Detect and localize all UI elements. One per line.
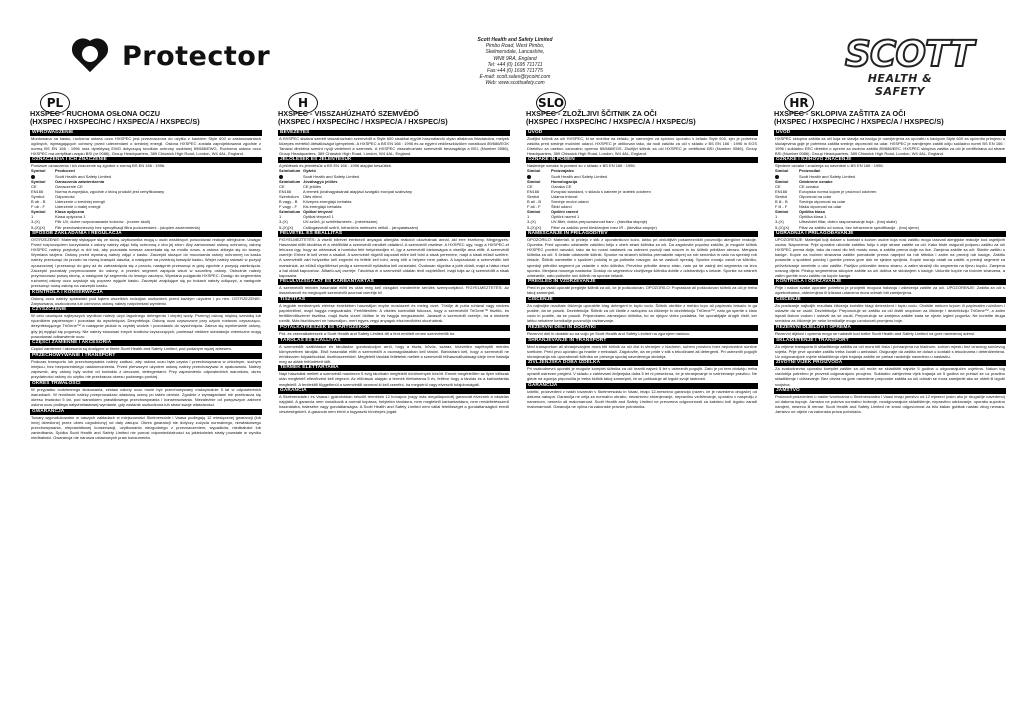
section-heading: CZĘŚCI ZAMIENNE I AKCESORIA <box>30 340 262 346</box>
section-text: UPOZORENJE: Materijali koji dolaze u kontakt s kožom osobe koja nosi zaštitu mogu izazvati alergijske reakcije kod osjetljivih osoba. Napomena: Prije uporabe uklonite zaštitnu foliju s obje strane zaštite za oči. Kako biste osigurali potpunu zaštitu za oči HXSPEC prema dolje, tako da nosni dio leži mostu nosa, a zaštita prema dolje na lice. Zamjena zaštite za oči: Skinite zaštitu s kacige. Kopče na bočnim stranama zaštite pomaknite prema naprijed na rub štitnika i zatim na prednji rub kacige. Zaštitu postavite u spušteni položaj i gurnite prema gore dok ne sjedne sprijeda. Kopče moraju ostati na zaštiti, a prednji segment za pričvršćivanje umetnite u utor zaštite. Pažljivo pričvrstite desnu stranu, a zatim stražnji dio segmenta na lijevu kopču. Zamjena nosnog dijela: Pristup segmentima sklopive zaštite za oči dobiva se skidanjem s kacige. Uklonite kopče na bočnim stranama, a zatim gurnite novu zaštitu na kopče kacige. <box>775 237 1005 278</box>
section-text: Pót- és cserealkatrészek a Scott Health and Safety Limited-től a fent említett címen szerezhetők be. <box>279 330 456 336</box>
section <box>526 130 758 156</box>
markings-row: 3-(X) Ultraviolet filtar, dobro raspoznavanje boja - (broj skale) <box>775 219 897 225</box>
section <box>30 290 262 306</box>
column-title <box>278 110 510 126</box>
markings-row: Szimbólum Optikai tényező <box>279 209 333 215</box>
section-text: Części zamienne i akcesoria są dostępne w firmie Scott Health and Safety Limited, pod podanym wyżej adresem. <box>31 346 232 352</box>
section-text: FIGYELMEZTETÉS: A viselő bőrével érintkező anyagok allergiás reakciót okozhatnak annál, aki erre érzékeny. Megjegyzés: Használat előtt távolítsa el a védőfóliát a szemvédő mindkét oldaláról. A szemvédő viselése: A HXSPEC úgy, hogy a HXSPEC-et lehúzza úgy, hogy az ortámával a homloka felé helyezkedjen el, így a szemvédő biztonságos a viselője arca előtt. A szemvédő cseréje: Ehhez le kell venni a sisakot. A szemvédő rögzítő kapcsait előre kell tolni a sisak peremére, majd a sisak elülső szélére. A szemvédőt zárt helyzetbe kell engedni és felfelé kell tolni, amíg elől a helyére nem pattan. A kapcsoknak a szemvédőn kell maradniuk, az elülső rögzítőrészt pedig a szemvédő nyílásába kell csúsztatni. Óvatosan rögzítse a jobb oldalt, majd a hátsó részt a bal oldali kapocshoz. Álltartó-szíj cseréje: Távolítsa el a szemvédő oldalán lévő csíptetőket, majd tolja az új szemvédőt a sisak kapcsaira. <box>279 237 509 278</box>
markings-row: Symbol Producent <box>31 168 75 174</box>
section-heading: JELÖLÉSEK ÉS JELENTÉSÜK <box>278 157 510 163</box>
section <box>278 297 510 323</box>
section <box>526 297 758 323</box>
section <box>774 157 1006 229</box>
section-text: A HXSPEC sisakra szerelt visszahúzható szemvédő a Style 600 sisakkal együtt használandó olyan általános feladatokra, melyek közepes mértékű ütésállóságot igényelnek. A HXSPEC a BS EN 166 : 1996 és az egyéni védőeszközökre vonatkozó 89/686/EGK Tanácsi direktíva szerint nyújt védelmet a szemnek. A HXSPEC visszahúzható szemvédő bevizsgálója a BSI, (Number 0086), Group Headquarters, 389 Chiswick High Road, London, W4 4AL, England. <box>279 135 509 156</box>
section-text: Izdelki, proizvedeni v naših tovarnah v Skelmersdalu in Vaasi, imajo 12-mesečno garancijo (razen, če je navedeno drugače) od datuma nakupa. Garancija ne velja za normalno obrabo, neustrezno shranjevanje, nepravilno vzdrževanje, uporabo v nasprotju z namenom, nesrečo ali malomarnost. Scott Health and Safety Limited ne prevzema odgovornosti za kakršno koli izgubo zaradi malomarnosti. Garancija ne vpliva na zakonske pravice potrošnika. <box>527 389 757 410</box>
section <box>30 340 262 351</box>
section-text: Pri vsakodnevni uporabi je mogoče komplet ščitnika za oči hraniti največ 5 let v ustreznih pogojih. Zato je po tem obdobju treba opraviti ustrezen pregled. V skladu z zahtevami življenjska doba 5 let ni presežena, če je shranjevanje in vzdrževanje pravilno. Ne glede na zgornja priporočila je treba ščitnik takoj zamenjati, če se poškoduje ali izgubi svoje lastnosti. <box>527 366 757 382</box>
markings-row: F ali - F Šibki udarci <box>527 204 572 210</box>
markings-row: Simbol Otpornost na udar <box>775 193 832 199</box>
markings-row: Szimbólum Jóváhagyó jelölés <box>279 178 338 184</box>
title-line: (HXSPEC / HXSPEC/HC / HXSPEC/A / HXSPEC/S) <box>30 117 200 126</box>
title-line: (HXSPEC / HXSPEC/HC / HXSPEC/A / HXSPEC/S) <box>278 117 448 126</box>
section <box>278 365 510 386</box>
section-heading: WPROWADZENIE <box>30 130 262 136</box>
section-heading: UVOD <box>526 130 758 136</box>
markings-row: Symbol Oznaczenia zatwierdzenia <box>31 178 105 184</box>
section-text: Prije i nakon svake uporabe potrebno je provjeriti moguća habanja i oštećenja zaštite za oči. UPOZORENJE: Zaštita za oči s ogrebotinama, oštećenjima ili izlizana udarcima mora odmah biti zamijenjena. <box>775 285 1005 296</box>
section <box>278 388 510 414</box>
section-heading: OZNAKE IN POMEN <box>526 157 758 163</box>
section <box>526 338 758 359</box>
section <box>526 383 758 409</box>
markings-row: EN166 Europska norma kojom je proizvod odobren <box>775 188 877 194</box>
scott-wordmark: SCOTT <box>845 34 973 75</box>
address-line: Skelmersdale, Lancashire, <box>485 49 545 56</box>
section-heading: UGRADNJA I PRILAGOĐAVANJE <box>774 231 1006 237</box>
column-h <box>278 92 510 707</box>
protector-logo <box>68 38 270 74</box>
markings-row: B ali - B Srednje močni udarci <box>527 199 589 205</box>
section-text: A szemvédőt minden használat előtt és után meg kell vizsgálni mindenféle sérülés szempontjából. FIGYELMEZTETÉS: Az összekarcolt és megkopott szemvédőt azonnal cserélje ki! <box>279 285 509 296</box>
markings-row: 3-(X) UV-szűrő, jó színfelismerés - (méretszám) <box>279 219 378 225</box>
section <box>526 279 758 295</box>
markings-row: 3-(X) UV-filter, dobra prepoznavnost barv - (številka stopnje) <box>527 219 648 225</box>
address-line: Pimbo Road, West Pimbo, <box>485 43 545 50</box>
markings-row: F vagy - F Kis energiájú behatás <box>279 204 342 210</box>
markings-row: Scott Health and Safety Limited <box>527 174 757 179</box>
markings-row: F ili - F Niska otpornost na udar <box>775 204 842 210</box>
markings-row: Simbol Proizvođač <box>775 168 821 174</box>
markings-row: B vagy - B Közepes energiájú behatás <box>279 199 352 205</box>
section-heading: UVOD <box>774 130 1006 136</box>
section <box>278 338 510 364</box>
markings-row: CE Oznaczenie CE <box>31 183 83 189</box>
section-text: Montowana na kasku, ruchoma osłona oczu HXSPEC jest przeznaczona do użytku z kaskiem Style 600 w zastosowaniach ogólnych, wymagających ochrony przed uderzeniami o średniej energii. Osłona HXSPEC została zaprojektowana zgodnie z normą BS EN 166 : 1996 oraz dyrektywą EWG dotyczącą środków ochrony osobistej 89/686/EWG. Ruchoma osłona oczu HXSPEC ma certyfikat urzędu BSI (nr 0086), Group Headquarters, 389 Chiswick High Road, London, W4 4AL, England. <box>31 135 261 156</box>
section-heading: CZYSZCZENIE <box>30 307 262 313</box>
section-text: Rezervni dijelovi i oprema mogu se nabaviti kod tvrtke Scott Health and Safety Limited na gore navedenoj adresi. <box>775 330 976 336</box>
section-text: Za svakodnevnu uporabu komplet zaštite za oči može se skladištiti najviše 5 godina u odgovarajućim uvjetima. Nakon tog razdoblja potrebno je provesti odgovarajuću procjenu. Sukladno zahtjevima vijek trajanja od 5 godina ne prelazi se uz pravilno skladištenje i održavanje. Bez obzira na gore navedene preporuke zaštita za oči odmah se mora zamijeniti ako se ošteti ili izgubi svojstva. <box>775 366 1005 387</box>
section-text: Towary wyprodukowane w naszych zakładach w miejscowości Skelmersdale i Vaasa podlegają 12 miesięcznej gwarancji (lub innej określonej przez okres uzgodniony) od daty zakupu. Okres gwarancji nie dotyczy zużycia normalnego, niewłaściwego przechowywania, nieprawidłowej konserwacji, użytkowania niezgodnego z przeznaczeniem, wypadków, niedbałości lub zaniedbania. Spółka Scott Health and Safety Limited nie ponosi odpowiedzialności za jakiekolwiek straty powstałe w wyniku niedbałości. Gwarancja nie narusza ustawowych praw konsumenta. <box>31 414 261 440</box>
section-text: Rezervni deli in dodatki so na voljo pri Scott Health and Safety Limited na zgornjem naslovu. <box>527 330 691 336</box>
title-line: HXSPEC - SKLOPIVA ZAŠTITA ZA OČI <box>774 109 906 118</box>
markings-table <box>526 168 758 229</box>
markings-row: Simbol Homologacija <box>527 178 578 184</box>
language-badge: SLO <box>536 92 566 114</box>
protector-brand: Protector <box>122 40 271 72</box>
markings-row: 5-(X)(X) Filter za zaščito pred bleščanjem brez IR - (številka stopnje) <box>527 224 657 230</box>
section <box>278 325 510 336</box>
markings-row: 1 Optička klasa 1 <box>775 214 827 220</box>
section-text: A szemvédőt szállításkor és tároláskor gondoskodjon arról, hogy a tiszta, hűvös, száraz, közvetlen napfénytől mentes környezetben tárolják. Első használat előtt a szemvédőt a csomagolásában kell tárolni. Biztosítani kell, hogy a szemvédő ne érintkezzen folyadékokkal, tisztítószerekkel. Megfelelő tárolási feltételek mellett a szemvédő felhasználhatósági ideje nem haladja meg az alább feltüntetett időt. <box>279 343 509 364</box>
markings-row: F ub - F Uderzenie o małej energii <box>31 204 101 210</box>
section-text: OPOZORILO: Materiali, ki pridejo v stik z uporabnikovo kožo, lahko pri občutljivih posameznikih povzročijo alergične reakcije. Opomba: Pred uporabo odstranite zaščitno folijo z obeh strani ščitnika za oči. Da zagotovite popolno zaščito, je mogoče ščitnik HXSPEC povleči navzdol, tako da bo nosni nastavek na ustrezni poziciji nad nosom in bo ščitnik približan obrazu. Menjava ščitnika za oči: S čelade odstranite ščitnik. Sponke na straneh ščitnika premaknite naprej na rob senčnika in nato na sprednji rob čelade. Ščitnik namestite v spuščen položaj in ga potisnite navzgor, da se zaskoči spredaj. Sponke morajo ostati na ščitniku, sprednji pritrdilni segment pa vstavite v režo ščitnika. Previdno pritrdite desno stran, nato pa še zadnji del segmenta na levo sponko. Menjava nosnega nastavka: Dostop do segmentov zložljivega ščitnika dobite z odstranitvijo s čelade. Sponke na straneh odstranite, nato potisnite nov ščitnik na sponke čelade. <box>527 237 757 278</box>
section <box>774 297 1006 323</box>
column-pl <box>30 92 262 707</box>
section-text: W przypadku codziennego stosowania, zestaw osłony oczu może być przechowywany maksymalnie 5 lat w odpowiednich warunkach. W rezultacie należy przeprowadzać właściwą ocenę po takim okresie. Zgodnie z wymaganiami nie przekracza się okresu trwałości 5 lat, pod warunkiem prawidłowego przechowywania i konserwowania. Niezależnie od powyższych zaleceń osłona oczu podlega natychmiastowej wymianie, gdy zostanie uszkodzona lub straci swoje właściwości. <box>31 386 261 407</box>
section-text: Podczas transportu lub przechowywania należy zadbać, aby osłona oczu była czysta i przechowywana w chłodnym, suchym miejscu, bez bezpośredniego nasłonecznienia. Przed pierwszym użyciem osłonę należy przechowywać w opakowaniu. Należy zapewnić, aby osłony były wolne od kontaktu z cieczami, detergentami. Przy zapewnieniu odpowiednich warunków, okres przydatności osłony do użytku nie przekracza okresu podanego poniżej. <box>31 358 261 380</box>
section <box>774 130 1006 156</box>
address-line: Tel: +44 (0) 1695 711711 <box>487 61 543 68</box>
section-text: Naslednje oznake in pomeni so v skladu z BS EN 166 : 1996. <box>527 163 636 169</box>
document-header <box>0 0 1024 98</box>
markings-row: EN166 Norma europejska, zgodnie z którą produkt jest certyfikowany <box>31 188 165 194</box>
section <box>30 130 262 156</box>
section <box>30 381 262 407</box>
language-columns <box>30 92 1005 707</box>
section-text: Proizvodi proizvedeni u našim tvornicama u Skelmersdaleu i Vaasi imaju jamstvo od 12 mjeseci (osim ako je drugačije navedeno) od datuma kupnje. Jamstvo ne pokriva normalno trošenje, neodgovarajuće skladištenje, nepravilno održavanje, uporabu suprotno namjeni, nesreću ili nemar. Scott Health and Safety Limited ne snosi odgovornost za bilo kakav gubitak nastao zbog nemara. Jamstvo ne utječe na zakonska prava potrošača. <box>775 394 1005 415</box>
scott-logo <box>845 34 973 98</box>
section-heading: JAMSTVO <box>774 388 1006 394</box>
section <box>774 279 1006 295</box>
section-text: Poniższe oznaczenia i ich znaczenie są zgodne z normą BS EN 166 : 1996. <box>31 163 166 169</box>
section-heading: ŽIVOTNI VIJEK PROIZVODA <box>774 360 1006 366</box>
section-text: Napi használat mellett a szemvédő maximum 5 évig tárolható megfelelő körülmények között. Ennek megfelelően az ilyen időszak után megfelelő ellenőrzést kell végezni. Az előírások alapján a termék élettartama 5 év, feltéve hogy a tárolás és a karbantartás megfelelő. A fentiektől függetlenül a szemvédőt azonnal ki kell cserélni, ha megsérül vagy elveszíti tulajdonságait. <box>279 371 509 387</box>
section-heading: NAMEŠČANJE IN PRILAGODITEV <box>526 231 758 237</box>
markings-row: Simbol Odobrene oznake <box>775 178 833 184</box>
section-text: Za postizanje najboljih rezultata čišćenja koristite blagi deterdžent i toplu vodu. Obrišite mekom krpom ili papirnatim ručnikom i ostavite da se osuši. Dezinfekcija: Preporučuje se zaštitu za oči čistiti otopinom za čišćenje i dezinfekciju TriGene™, a zatim isprati čistom vodom i ostaviti da se osuši. Preporučuje se zamjena zaštite kada se njezin izgled pogorša. Ne koristite druga sredstva za čišćenje jer neke kemikalije mogu uzrokovati promjenu boje. <box>775 303 1005 324</box>
section-heading: PREGLED IN VZDRŽEVANJE <box>526 279 758 285</box>
section-heading: ČIŠĆENJE <box>774 297 1006 303</box>
section-heading: OKRES TRWAŁOŚCI <box>30 381 262 387</box>
markings-row: 5-(X)(X) Filtar za zaštitu od sunca, bez infracrvene specifikacije - (broj sjene) <box>775 224 920 230</box>
section <box>30 231 262 288</box>
section-heading: SPOSÓB ZAKŁADANIA I REGULACJA <box>30 231 262 237</box>
section-heading: PÓTALKATRÉSZEK ÉS TARTOZÉKOK <box>278 325 510 331</box>
markings-row: Scott Health and Safety Limited <box>279 174 509 179</box>
address-line: E-mail: scott.sales@tycoint.com <box>479 74 551 81</box>
markings-row: CE CE oznaka <box>775 183 819 189</box>
address-line: Web: www.scottsafety.com <box>485 80 545 87</box>
section <box>30 157 262 229</box>
section <box>774 338 1006 359</box>
title-line: HXSPEC - VISSZAHÚZHATÓ SZEMVÉDŐ <box>278 109 419 118</box>
title-line: (HXSPEC / HXSPEC/HC / HXSPEC/A / HXSPEC/S) <box>526 117 696 126</box>
section-heading: OZNACZENIA I ICH ZNACZENIE <box>30 157 262 163</box>
section <box>526 231 758 278</box>
section-text: HXSPEC sklopiva zaštita za oči koja se stavlja na kacigu je namijenjena za uporabu s kacigom Style 600 za općenitu primjenu u slučajevima gdje je potrebna zaštita srednje otpornosti na udar. HXSPEC je namijenjen zaštiti očiju sukladno normi BS EN 166 : 1996 i sukladno EEC direktivi o opremi za osobnu zaštitu 89/686/EEC. HXSPEC sklopiva zaštita za oči je certificirana od strane BSI (Number 0086), Group Headquarters, 389 Chiswick High Road, London, W4 4AL, England. <box>775 135 1005 156</box>
section-heading: TERMÉK ÉLETTARTAMA <box>278 365 510 371</box>
section <box>526 325 758 336</box>
markings-row: Simbol Udarna trdnost <box>527 193 578 199</box>
section-heading: GARANCIJA <box>526 383 758 389</box>
section <box>774 231 1006 278</box>
section-text: A legjobb eredmények elérése érdekében használjon enyhe mosószert és meleg vizet. Törölje át puha ruhával vagy nedves papírtörlővel, majd hagyja megszáradni. Fertőtlenítés: A viselés kontrollált fokozza, hogy a szemvédőt TriGene™ tisztító- és fertőtlenítőszerrel tisztítsa, majd tiszta vízzel öblítse le és hagyja megszáradni. Javasolt a szemvédő cseréje, ha a kinézete romlik. Más tisztítószert ne használjon, mert egyes vegyi anyagok elszíneződést okozhatnak. <box>279 303 509 324</box>
section <box>278 231 510 278</box>
language-badge: H <box>288 92 318 114</box>
section-heading: GWARANCJA <box>30 409 262 415</box>
column-slo <box>526 92 758 707</box>
section-heading: SKLADIŠTENJE I TRANSPORT <box>774 338 1006 344</box>
section <box>774 325 1006 336</box>
section-text: Pred in po vsaki uporabi preglejte ščitnik za oči, če je poškodovan. OPOZORILO: Popraskan ali poškodovan ščitnik za oči je treba takoj zamenjati. <box>527 285 757 296</box>
company-address <box>440 37 590 87</box>
section-text: OSTRZEŻENIE: Materiały stykające się ze skórą użytkownika mogą u osób wrażliwych powodować reakcje alergiczne. Uwaga: Przed rozpoczęciem korzystania z osłony należy zdjąć folię ochronną z obu jej stron. Aby zamocować osłonę ochronną, osłonę HXSPEC należy przyłożyć w dół tak, aby pozostała nowsza zaczekała się na modłu nowa, a osłona zblizyła się do twarzy. Wymiana wizjera: Osłonę przed wymianą należy zdjąć z kasku. Zaczepki służące do mocowania osłony ochronnej na kasku należy przesunąć do przodu na równą krawędź daszka, a następnie na przednią krawędź kasku. Wizjer należy ustawić w pozycji opuszczonej i przesunąć do góry aż do zatrzaśnięcia się z przodu, następnie przesunąć w górę zgodnie z pozycją zamknięcia. Zaczepki pozostały przymocowane do osłony, a przedni segment zapięcia wsuń w szczelinę osłony. Ostrożnie należy przymocować prawą stronę, a następnie tył segmentu do lewego zaczepu. Wymiana podgardla HXSPEC: Dostęp do segmentów ruchomej osłony oczu uzyskuje się poprzez wyjęcie kasku. Zaczepki znajdujące się po bokach należy odłączyć, a następnie przesunąć nową osłonę na zaczepki kasku. <box>31 237 261 288</box>
markings-row: Simbol Optični razred <box>527 209 578 215</box>
address-line: Fax:+44 (0) 1695 711775 <box>487 68 543 75</box>
section-heading: OZNAKE I NJIHOVO ZNAČENJE <box>774 157 1006 163</box>
markings-row: 3-(X) Filtr UV, dobre rozpoznawanie kolorów - (numer skali) <box>31 219 150 225</box>
section-text: Med transportom ali shranjevanjem mora biti ščitnik za oči čist in shranjen v hladnem, suhem prostoru brez neposredne sončne svetlobe. Pred prvo uporabo ga hranite v embalaži. Zagotovite, da ne pride v stik s tekočinami ali detergenti. Pri ustreznih pogojih shranjevanja rok uporabnosti ščitnika ne presega spodaj navedenega obdobja. <box>527 343 757 359</box>
markings-row: Szimbólum Ütés elleni <box>279 193 322 199</box>
section <box>278 130 510 156</box>
markings-row: Symbol Odporność <box>31 193 75 199</box>
markings-row: 1 Optikai tényező 1 <box>279 214 334 220</box>
markings-row: Symbol Klasa optyczna <box>31 209 85 215</box>
section <box>30 307 262 338</box>
section <box>278 157 510 229</box>
markings-row: CE CE jelölés <box>279 183 322 189</box>
section-heading: GARANCIA <box>278 388 510 394</box>
section-heading: KONTROLA I KONSERWACJA <box>30 290 262 296</box>
section-text: Zložljivi ščitnik za oči HXSPEC, ki se montira na čelado, je namenjen za splošno uporabo s čelado Style 600, kjer je potrebna zaščita pred srednje močnimi udarci. HXSPEC je oblikovan tako, da nudi zaščito za oči v skladu z BS EN 166 : 1996 in EGS Direktivo za osebno varovalno opremo 89/686/EGS. Zložljivi ščitnik za oči HXSPEC je certificiral BSI (Number 0086), Group Headquarters, 389 Chiswick High Road, London, W4 4AL, England. <box>527 135 757 156</box>
section-heading: BEVEZETÉS <box>278 130 510 136</box>
markings-row: 1 Optični razred 1 <box>527 214 580 220</box>
section-heading: KONTROLA I ODRŽAVANJE <box>774 279 1006 285</box>
markings-row: Scott Health and Safety Limited <box>775 174 1005 179</box>
section-text: A Skelmersdale-i és Vaasa-i gyárainkban készült termékek 12 hónapos (vagy más megállapodott) garanciát élveznek a vásárlás napjától. A garancia nem vonatkozik a normál kopásra, helytelen tárolásra, nem megfelelő karbantartásra, nem rendeltetésszerű használatra, balesetre vagy gondatlanságra. A Scott Health and Safety Limited nem vállal felelősséget a gondatlanságból eredő veszteségekért. A garancia nem érinti a fogyasztó törvényes jogait. <box>279 394 509 415</box>
section-heading: REZERVNI DELI IN DODATKI <box>526 325 758 331</box>
column-hr <box>774 92 1006 707</box>
column-title <box>526 110 758 126</box>
markings-table <box>278 168 510 229</box>
language-badge: HR <box>784 92 814 114</box>
section <box>526 360 758 381</box>
title-line: (HXSPEC / HXSPEC/HC / HXSPEC/A / HXSPEC/S) <box>774 117 944 126</box>
section <box>30 353 262 379</box>
markings-row: B ili - B Srednja otpornost na udar <box>775 199 846 205</box>
markings-table <box>774 168 1006 229</box>
section-heading: REZERVNI DIJELOVI I OPREMA <box>774 325 1006 331</box>
section-heading: SHRANJEVANJE IN TRANSPORT <box>526 338 758 344</box>
markings-row: CE Oznaka CE <box>527 183 572 189</box>
section-heading: FELVÉTEL ÉS BEÁLLÍTÁS <box>278 231 510 237</box>
markings-row: Scott Health and Safety Limited <box>31 174 261 179</box>
markings-row: 1 Klasa optyczna 1 <box>31 214 86 220</box>
markings-row: Simbol Proizvajalec <box>527 168 575 174</box>
markings-row: B ub - B Uderzenie o średniej energii <box>31 199 105 205</box>
column-title <box>774 110 1006 126</box>
section-heading: PRZECHOWYWANIE I TRANSPORT <box>30 353 262 359</box>
markings-row: 5-(X)(X) Filtr przeciwsłoneczny bez specyfikacji filtra podczerwieni - (stopień zaciemnienia) <box>31 224 200 230</box>
title-line: HXSPEC - ZLOŽLJIVI ŠČITNIK ZA OČI <box>526 109 657 118</box>
markings-table <box>30 168 262 229</box>
section-heading: TÁROLÁS ÉS SZÁLLÍTÁS <box>278 338 510 344</box>
section <box>774 360 1006 386</box>
section <box>526 157 758 229</box>
markings-row: 5-(X)(X) Csillogásvédő szűrő, infravörös meleszés nélkül - (árnyalatszám) <box>279 224 419 230</box>
markings-row: Simbol Optička klasa <box>775 209 825 215</box>
markings-row: EN166 Evropski standard, v skladu s katerim je izdelek odobren <box>527 188 651 194</box>
section-text: Osłonę oczu należy sprawdzić pod kątem wszelkich rodzajów uszkodzeń przed każdym użyciem i po nim. OSTRZEŻENIE: Zarysowana, uszkodzona lub uderzona osłonę należy natychmiast wymienić. <box>31 295 261 306</box>
section-text: Sljedeće oznake i značenja su navedeni u BS EN 166 : 1996. <box>775 163 884 169</box>
section-heading: ČIŠČENJE <box>526 297 758 303</box>
address-line: WN8 9RA, England <box>493 55 537 62</box>
section-heading: ŽIVLJENJSKA DOBA IZDELKA <box>526 360 758 366</box>
markings-row: Szimbólum Gyártó <box>279 168 316 174</box>
section-text: Za najboljše rezultate čiščenja uporabite blag detergent in toplo vodo. Ščitnik obrišite z mehko krpo ali papirnato brisačo in ga pustite, da se posuši. Dezinfekcija: Ščitnik za oči čistite z raztopino za čiščenje in dezinfekcijo TriGene™, nato ga sperite s čisto vodo in pustite, da se posuši. Priporočamo zamenjavo ščitnika, ko se njegov videz poslabša. Ne uporabljajte drugih čistil, ker lahko nekatere kemikalije povzročijo razbarvanje. <box>527 303 757 324</box>
section-heading: FELÜLVIZSGÁLAT ÉS KARBANTARTÁS <box>278 279 510 285</box>
section <box>30 409 262 440</box>
title-line: HXSPEC - RUCHOMA OSŁONA OCZU <box>30 109 160 118</box>
section-text: A jelölések és jelentésük a BS EN 166 : 1996 alapján készültek. <box>279 163 392 169</box>
protector-heart-icon <box>68 38 112 74</box>
language-badge: PL <box>40 92 70 114</box>
markings-row: EN166 A termék jóváhagyásának alapjául szolgáló európai szabvány <box>279 188 412 194</box>
section-heading: TISZTÍTÁS <box>278 297 510 303</box>
section <box>278 279 510 295</box>
scott-tagline: HEALTH & SAFETY <box>867 72 933 98</box>
address-line: Scott Health and Safety Limited <box>477 37 553 43</box>
section <box>774 388 1006 414</box>
section-text: Za vrijeme transporta ili skladištenja zaštita za oči mora biti čista i pohranjena na hladnom, suhom mjestu bez izravnog sunčevog svjetla. Prije prve uporabe zaštitu treba čuvati u ambalaži. Osigurajte da zaštita ne dolazi u kontakt s tekućinama i deterdžentima. Uz odgovarajuće uvjete skladištenja vijek trajanja zaštite ne prelazi razdoblje navedeno u nastavku. <box>775 343 1005 359</box>
section-text: W celu usunięcia najlepszych wyników należy użyć łagodnego detergentu i ciepłej wody. Przemyj osłonę miękką szmatką lub ręcznikiem papierowym i pozostaw do wyschnięcia. Dezynfekcja: Osłonę oczu czyszczone przy użyciu roztworu czyszcząco-dezynfekującego TriGene™ a następnie płukać w czystej wodzie i pozostawić do wyschnięcia. Zaleca się wymienianie osłony, gdy jej wygląd się pogorszy. Nie należy stosować innych środków czyszczących, ponieważ niektóre substancje chemiczne mogą powodować odbarwienie oczu. <box>31 313 261 339</box>
column-title <box>30 110 262 126</box>
